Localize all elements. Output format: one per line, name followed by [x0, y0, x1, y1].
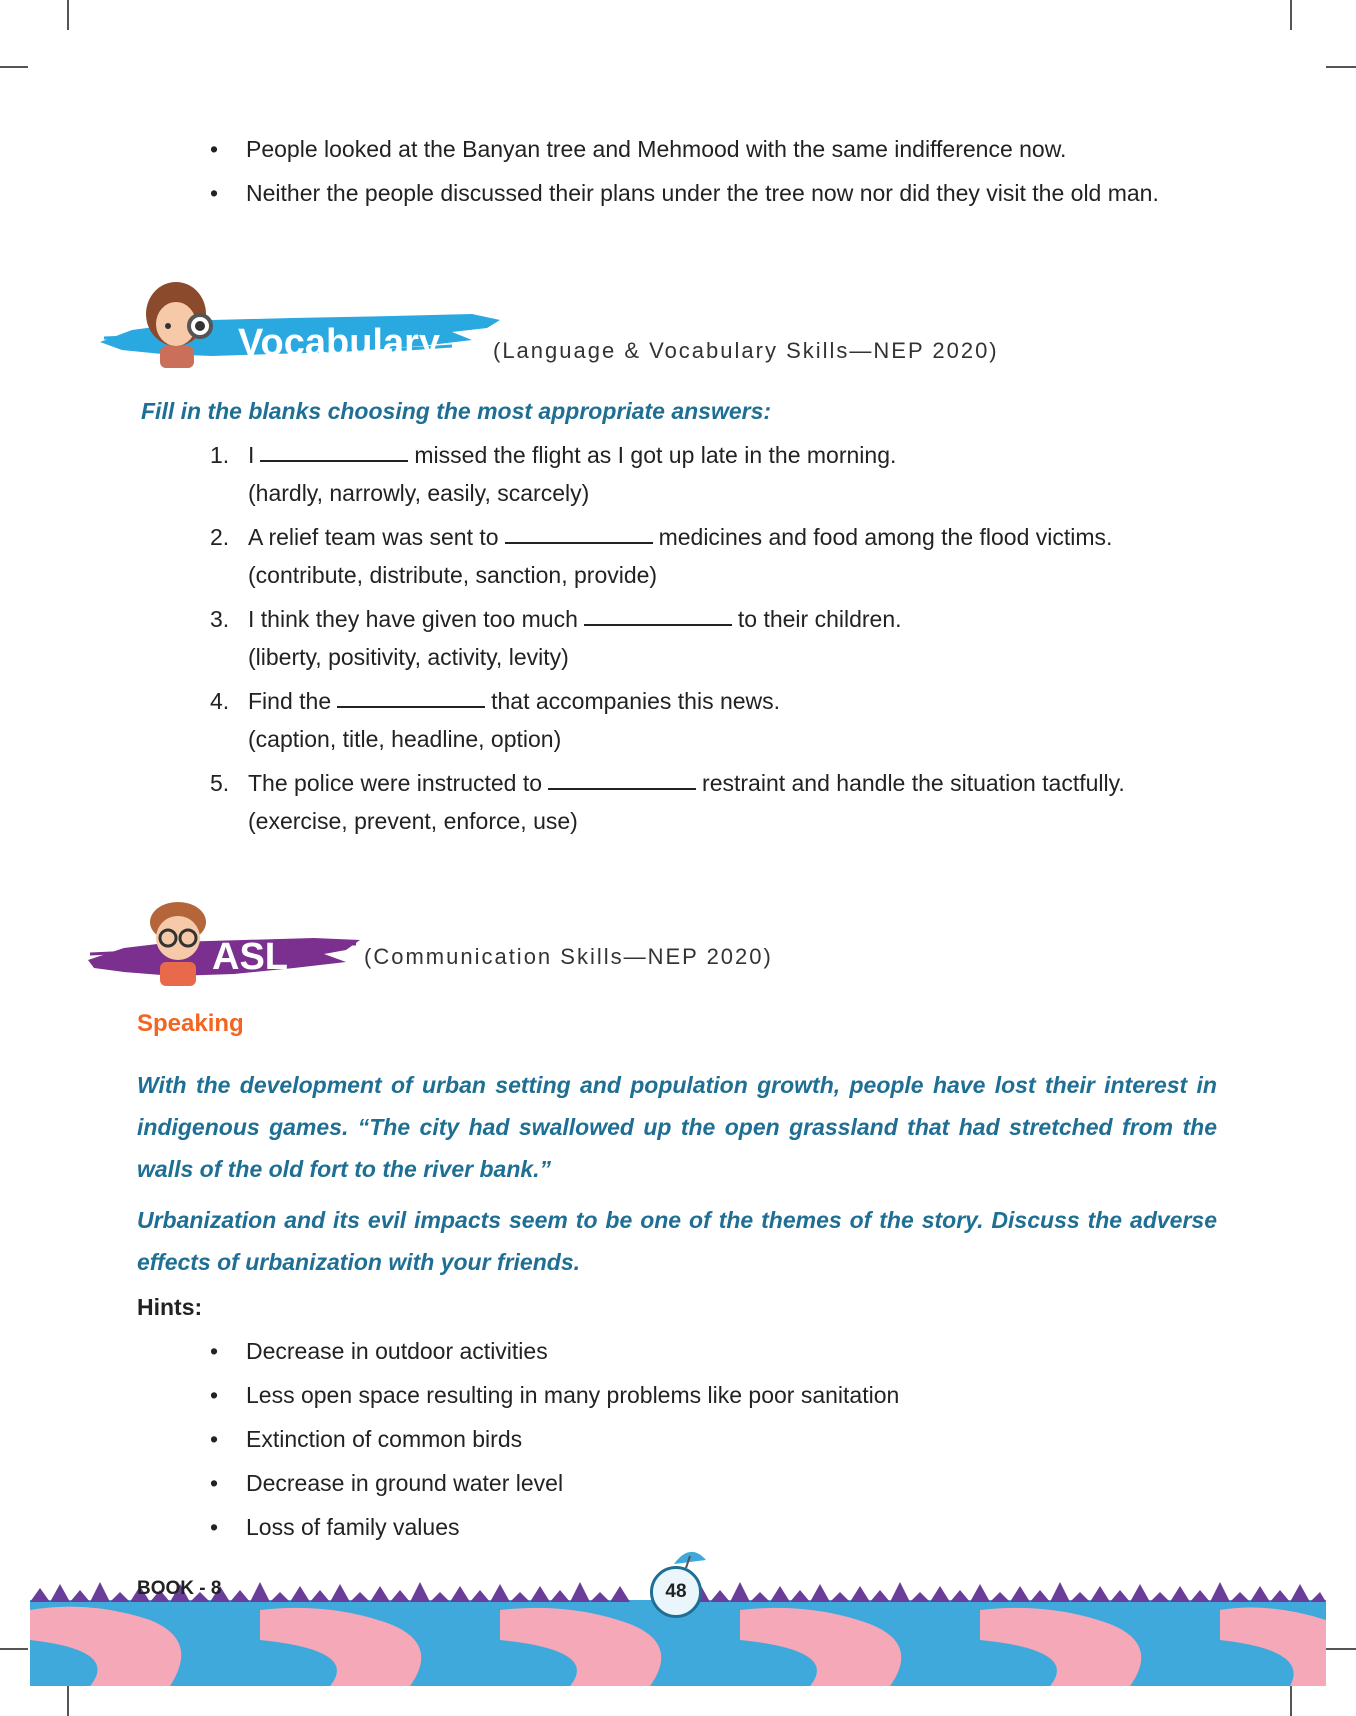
list-item: • People looked at the Banyan tree and Mehmood with the same indifference now. [210, 132, 1220, 166]
crop-mark [1326, 66, 1356, 68]
answer-options: (contribute, distribute, sanction, provide) [248, 562, 658, 588]
question-text-after: missed the flight as I got up late in the morning. [414, 442, 897, 468]
crop-mark [1326, 1648, 1356, 1650]
question-text-before: Find the [248, 688, 332, 714]
list-item: • Extinction of common birds [210, 1422, 1220, 1456]
list-item: • Less open space resulting in many problems like poor sanitation [210, 1378, 1220, 1412]
list-item: • Decrease in outdoor activities [210, 1334, 1220, 1368]
crop-mark [0, 66, 28, 68]
answer-options: (hardly, narrowly, easily, scarcely) [248, 480, 590, 506]
top-bullet-list [210, 132, 1220, 220]
crop-mark [67, 1686, 69, 1716]
question-text-before: The police were instructed to [248, 770, 543, 796]
answer-blank[interactable] [337, 682, 485, 708]
question-item [210, 518, 1230, 594]
question-item [210, 682, 1230, 758]
question-text-after: that accompanies this news. [491, 688, 781, 714]
question-text-before: I [248, 442, 255, 468]
question-number: 1. [210, 442, 230, 468]
answer-blank[interactable] [260, 436, 408, 462]
question-item [210, 600, 1230, 676]
umbrella-icon [672, 1546, 708, 1568]
answer-options: (liberty, positivity, activity, levity) [248, 644, 569, 670]
girl-with-magnifier-icon [138, 280, 218, 368]
question-text-before: A relief team was sent to [248, 524, 499, 550]
question-number: 2. [210, 524, 230, 550]
question-text-after: medicines and food among the flood victims. [658, 524, 1113, 550]
page-number: 48 [665, 1581, 687, 1602]
question-text-after: restraint and handle the situation tactfully. [702, 770, 1125, 796]
question-number: 4. [210, 688, 230, 714]
list-item: • Neither the people discussed their plans under the tree now nor did they visit the old man. [210, 176, 1220, 210]
vocabulary-banner [92, 280, 502, 380]
list-item: • Loss of family values [210, 1510, 1220, 1544]
speaking-heading: Speaking [137, 1010, 244, 1037]
crop-mark [67, 0, 69, 30]
asl-subtitle: (Communication Skills—NEP 2020) [364, 944, 773, 969]
answer-blank[interactable] [584, 600, 732, 626]
vocabulary-title: Vocabulary [238, 322, 441, 364]
question-number: 3. [210, 606, 230, 632]
question-text-after: to their children. [737, 606, 902, 632]
question-item [210, 764, 1230, 840]
hints-list [210, 1334, 1220, 1554]
boy-with-glasses-icon [142, 898, 214, 986]
page-number-badge [650, 1566, 702, 1618]
book-label: BOOK - 8 [137, 1578, 222, 1599]
asl-title: ASL [212, 936, 288, 978]
answer-blank[interactable] [505, 518, 653, 544]
answer-options: (exercise, prevent, enforce, use) [248, 808, 578, 834]
speaking-paragraph-2: Urbanization and its evil impacts seem to be one of the themes of the story. Discuss the adverse effects of urbanization with your friends. [137, 1207, 1217, 1275]
list-item: • Decrease in ground water level [210, 1466, 1220, 1500]
vocabulary-instruction: Fill in the blanks choosing the most appropriate answers: [141, 398, 772, 424]
crop-mark [1290, 0, 1292, 30]
answer-options: (caption, title, headline, option) [248, 726, 562, 752]
question-list [210, 436, 1230, 846]
asl-banner [84, 898, 364, 998]
question-number: 5. [210, 770, 230, 796]
hints-label: Hints: [137, 1294, 203, 1320]
speaking-paragraph-1: With the development of urban setting and population growth, people have lost their interest in indigenous games. “The city had swallowed up the open grassland that had stretched from the walls of the old fort to the river bank.” [137, 1072, 1217, 1182]
crop-mark [0, 1648, 28, 1650]
question-item [210, 436, 1230, 512]
vocabulary-subtitle: (Language & Vocabulary Skills—NEP 2020) [493, 338, 999, 363]
crop-mark [1290, 1686, 1292, 1716]
question-text-before: I think they have given too much [248, 606, 578, 632]
answer-blank[interactable] [548, 764, 696, 790]
